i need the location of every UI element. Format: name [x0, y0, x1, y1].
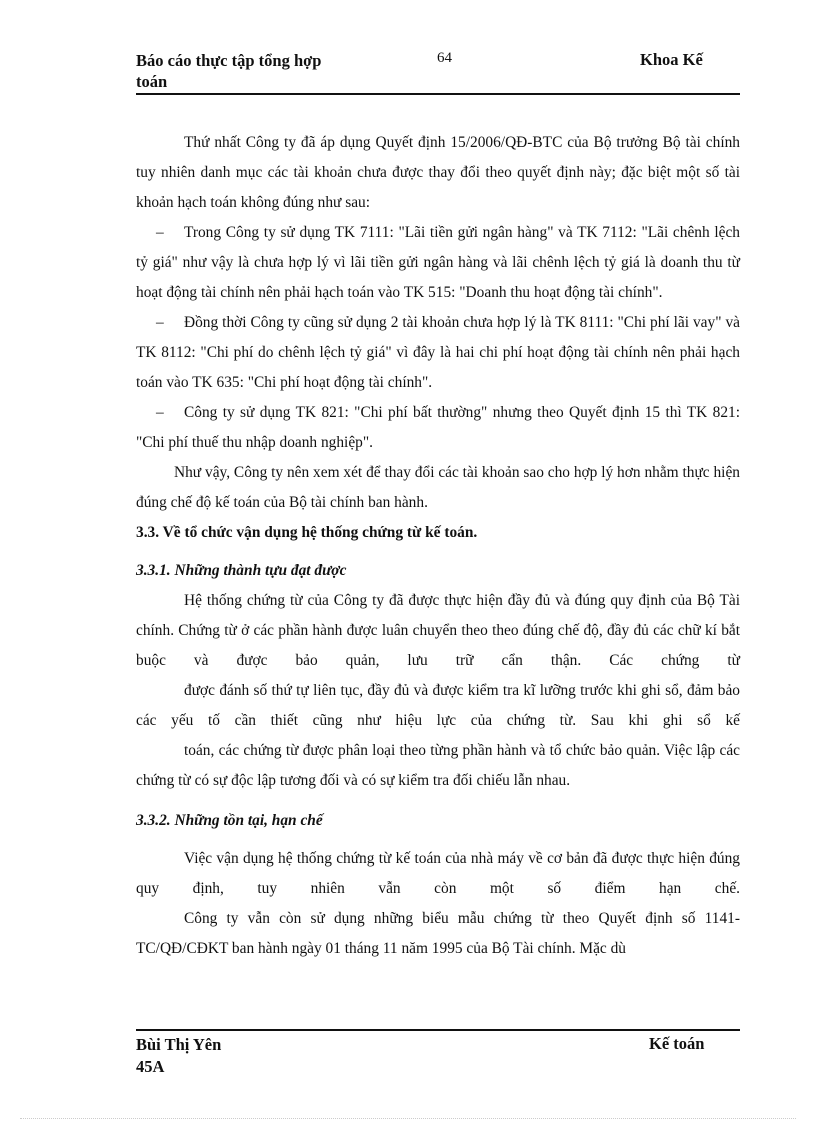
bullet-item-2 [136, 308, 740, 398]
bullet-text-1: Trong Công ty sử dụng TK 7111: "Lãi tiền gửi ngân hàng" và TK 7112: "Lãi chênh lệch tỷ giá" như vậy là chưa hợp lý vì lãi tiền gửi ngân hàng và lãi chênh lệch tỷ giá là doanh thu từ hoạt động tài chính nên phải hạch toán vào TK 515: "Doanh thu hoạt động tài chính". [136, 224, 740, 301]
bullet-item-3 [136, 398, 740, 458]
header-department: Khoa Kế [640, 50, 703, 69]
header-divider [136, 93, 740, 95]
paragraph-limitations: Việc vận dụng hệ thống chứng từ kế toán của nhà máy về cơ bản đã được thực hiện đúng quy định, tuy nhiên vẫn còn một số điểm hạn chế. [136, 850, 740, 897]
document-body [136, 128, 740, 964]
page-bottom-edge [20, 1118, 796, 1119]
paragraph-achievements-b: được đánh số thứ tự liên tục, đầy đủ và được kiểm tra kĩ lưỡng trước khi ghi sổ, đảm bảo các yếu tố cần thiết cũng như hiệu lực của chứng từ. Sau khi ghi sổ kế [136, 682, 740, 729]
paragraph-forms: Công ty vẫn còn sử dụng những biểu mẫu chứng từ theo Quyết định số 1141-TC/QĐ/CĐKT ban hành ngày 01 tháng 11 năm 1995 của Bộ Tài chính. Mặc dù [136, 910, 740, 957]
footer-author [136, 1034, 336, 1078]
footer-department: Kế toán [649, 1034, 705, 1053]
section-heading-3-3: 3.3. Về tổ chức vận dụng hệ thống chứng từ kế toán. [136, 524, 478, 541]
bullet-dash-3: – [156, 404, 164, 421]
header-title-line1: Báo cáo thực tập tổng hợp [136, 51, 322, 70]
bullet-text-2: Đồng thời Công ty cũng sử dụng 2 tài khoản chưa hợp lý là TK 8111: "Chi phí lãi vay" và TK 8112: "Chi phí do chênh lệch tỷ giá" vì đây là hai chi phí hoạt động tài chính nên phải hạch toán vào TK 635: "Chi phí hoạt động tài chính". [136, 314, 740, 391]
footer-author-line1: Bùi Thị Yên [136, 1035, 222, 1054]
header-title-line2: toán [136, 72, 168, 91]
subsection-heading-3-3-2: 3.3.2. Những tồn tại, hạn chế [136, 812, 323, 829]
page-number: 64 [437, 50, 452, 66]
footer-author-line2: 45A [136, 1057, 165, 1076]
paragraph-achievements-a: Hệ thống chứng từ của Công ty đã được thực hiện đầy đủ và đúng quy định của Bộ Tài chính. Chứng từ ở các phần hành được luân chuyển theo theo đúng chế độ, đầy đủ các chữ kí bắt buộc và được bảo quản, lưu trữ cẩn thận. Các chứng từ [136, 592, 740, 669]
paragraph-intro: Thứ nhất Công ty đã áp dụng Quyết định 15/2006/QĐ-BTC của Bộ trưởng Bộ tài chính tuy nhiên danh mục các tài khoản chưa được thay đổi theo quyết định này; đặc biệt một số tài khoản hạch toán không đúng như sau: [136, 134, 740, 211]
header-title [136, 50, 376, 92]
bullet-item-1 [136, 218, 740, 308]
footer-divider [136, 1029, 740, 1031]
paragraph-achievements-c: toán, các chứng từ được phân loại theo từng phần hành và tổ chức bảo quản. Việc lập các chứng từ có sự độc lập tương đối và có sự kiểm tra đối chiếu lẫn nhau. [136, 742, 740, 789]
bullet-dash-2: – [156, 314, 164, 331]
subsection-heading-3-3-1: 3.3.1. Những thành tựu đạt được [136, 562, 347, 579]
paragraph-conclusion: Như vậy, Công ty nên xem xét để thay đổi các tài khoản sao cho hợp lý hơn nhằm thực hiện đúng chế độ kế toán của Bộ tài chính ban hành. [136, 464, 740, 511]
bullet-dash-1: – [156, 224, 164, 241]
bullet-text-3: Công ty sử dụng TK 821: "Chi phí bất thường" nhưng theo Quyết định 15 thì TK 821: "Chi phí thuế thu nhập doanh nghiệp". [136, 404, 740, 451]
